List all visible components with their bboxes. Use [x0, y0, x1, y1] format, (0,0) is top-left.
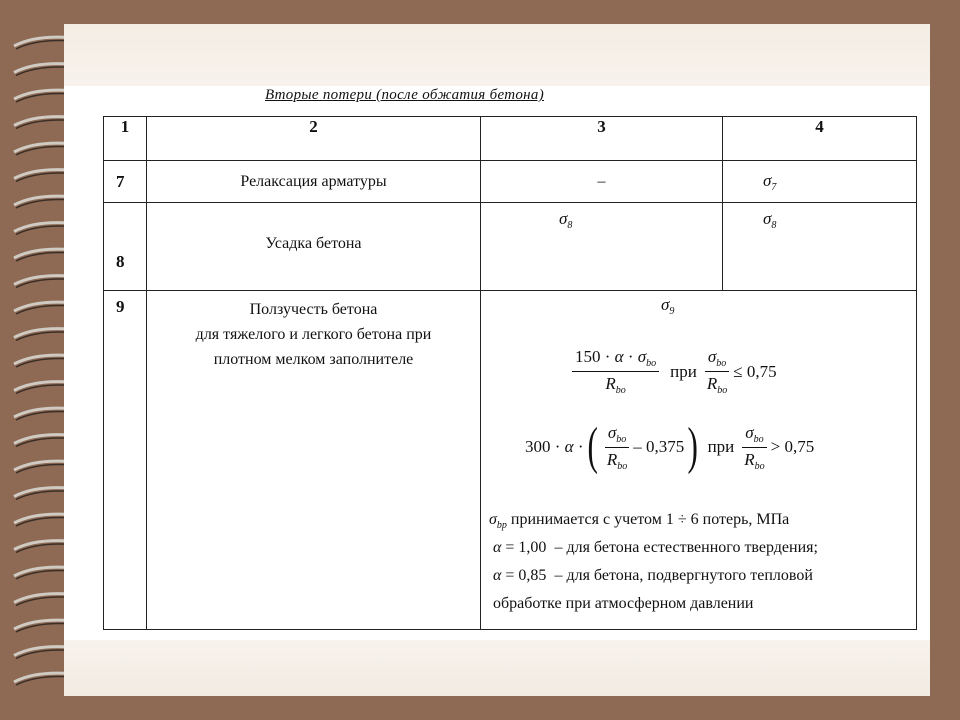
- row-name-line: для тяжелого и легкого бетона при: [195, 326, 432, 343]
- row-number: 9: [104, 291, 147, 630]
- fraction: [604, 423, 630, 472]
- row-number: 8: [104, 203, 147, 291]
- sigma-subscript: 8: [771, 220, 777, 231]
- condition-word: при: [707, 437, 735, 456]
- subscript: bo: [754, 460, 765, 472]
- right-paren: ): [687, 418, 699, 475]
- sigma-symbol: σ: [607, 422, 617, 442]
- r-symbol: R: [744, 449, 755, 469]
- table-row: [104, 203, 917, 291]
- losses-table: [103, 116, 917, 630]
- bottom-band: [64, 640, 930, 696]
- sigma-symbol: σ: [661, 295, 670, 314]
- r-symbol: R: [706, 374, 718, 393]
- fraction: [704, 347, 730, 396]
- r-symbol: R: [606, 449, 618, 469]
- note-text: принимается с учетом 1 ÷ 6 потерь, МПа: [510, 511, 790, 528]
- note-value: = 0,85: [505, 567, 547, 584]
- row-col4: [723, 161, 917, 203]
- sigma-symbol: σ: [707, 347, 717, 366]
- row-name-line: Ползучесть бетона: [249, 301, 378, 318]
- r-symbol: R: [605, 374, 616, 393]
- note-value: = 1,00: [505, 539, 547, 556]
- note-line: [489, 511, 789, 531]
- note-line: [493, 539, 818, 557]
- subscript: bo: [616, 433, 627, 445]
- subscript: bo: [615, 385, 626, 396]
- header-cell: 2: [147, 117, 481, 161]
- condition-word: при: [670, 361, 697, 381]
- header-row: [104, 117, 917, 161]
- header-cell: 4: [723, 117, 917, 161]
- fraction: [741, 423, 767, 472]
- subscript: bo: [646, 358, 657, 369]
- sigma-subscript: 9: [669, 306, 675, 317]
- sigma-symbol: σ: [763, 209, 772, 228]
- formula-2: 300 · α · ( $\frac{\sigma_{bo}}{R_{bo}}$ – 0,375 ) при $\frac{\sigma_{bo}}{R_{bo}}$ > 0,75: [525, 418, 815, 475]
- note-text: – для бетона, подвергнутого тепловой: [554, 567, 813, 584]
- sigma-symbol: σ: [745, 422, 754, 442]
- row-col3: [661, 295, 674, 317]
- row-col4: [723, 203, 917, 291]
- alpha-symbol: α: [493, 567, 502, 584]
- subscript: bo: [617, 460, 628, 472]
- subscript: bp: [496, 520, 507, 531]
- header-cell: 3: [481, 117, 723, 161]
- condition-value: > 0,75: [770, 437, 815, 456]
- note-text: – для бетона естественного твердения;: [554, 539, 818, 556]
- table-row: [104, 291, 917, 630]
- row-name: Усадка бетона: [147, 203, 481, 291]
- subscript: bo: [716, 358, 727, 369]
- coefficient: 150: [575, 347, 601, 366]
- table-row: [104, 161, 917, 203]
- alpha-symbol: α: [564, 437, 574, 456]
- top-band: [64, 24, 930, 86]
- alpha-symbol: α: [493, 539, 502, 556]
- row-name: [147, 291, 481, 630]
- formula-1: [569, 347, 777, 396]
- alpha-symbol: α: [614, 347, 624, 366]
- condition-value: ≤ 0,75: [733, 361, 777, 381]
- row-col3: [481, 203, 723, 291]
- row-number: 7: [104, 161, 147, 203]
- formula-constant: – 0,375: [633, 437, 685, 456]
- fraction: $\frac{150 \cdot \alpha \cdot \sigma_{bo}}{R_{bo}}$: [572, 347, 659, 396]
- sigma-symbol: σ: [763, 170, 772, 190]
- creep-formula-cell: [481, 291, 917, 630]
- header-cell: 1: [104, 117, 147, 161]
- row-col3: –: [481, 161, 723, 203]
- subscript: bo: [753, 433, 764, 445]
- note-line: [493, 567, 813, 585]
- row-name: Релаксация арматуры: [147, 161, 481, 203]
- sigma-symbol: σ: [559, 209, 568, 228]
- sigma-subscript: 7: [771, 181, 777, 193]
- sigma-subscript: 8: [567, 220, 573, 231]
- left-paren: (: [586, 418, 598, 475]
- coefficient: 300: [525, 437, 551, 456]
- note-line: обработке при атмосферном давлении: [493, 595, 754, 612]
- row-name-line: плотном мелком заполнителе: [213, 351, 414, 368]
- table-caption: Вторые потери (после обжатия бетона): [265, 87, 544, 103]
- sigma-symbol: σ: [489, 511, 497, 528]
- subscript: bo: [717, 385, 728, 396]
- sigma-symbol: σ: [637, 347, 647, 366]
